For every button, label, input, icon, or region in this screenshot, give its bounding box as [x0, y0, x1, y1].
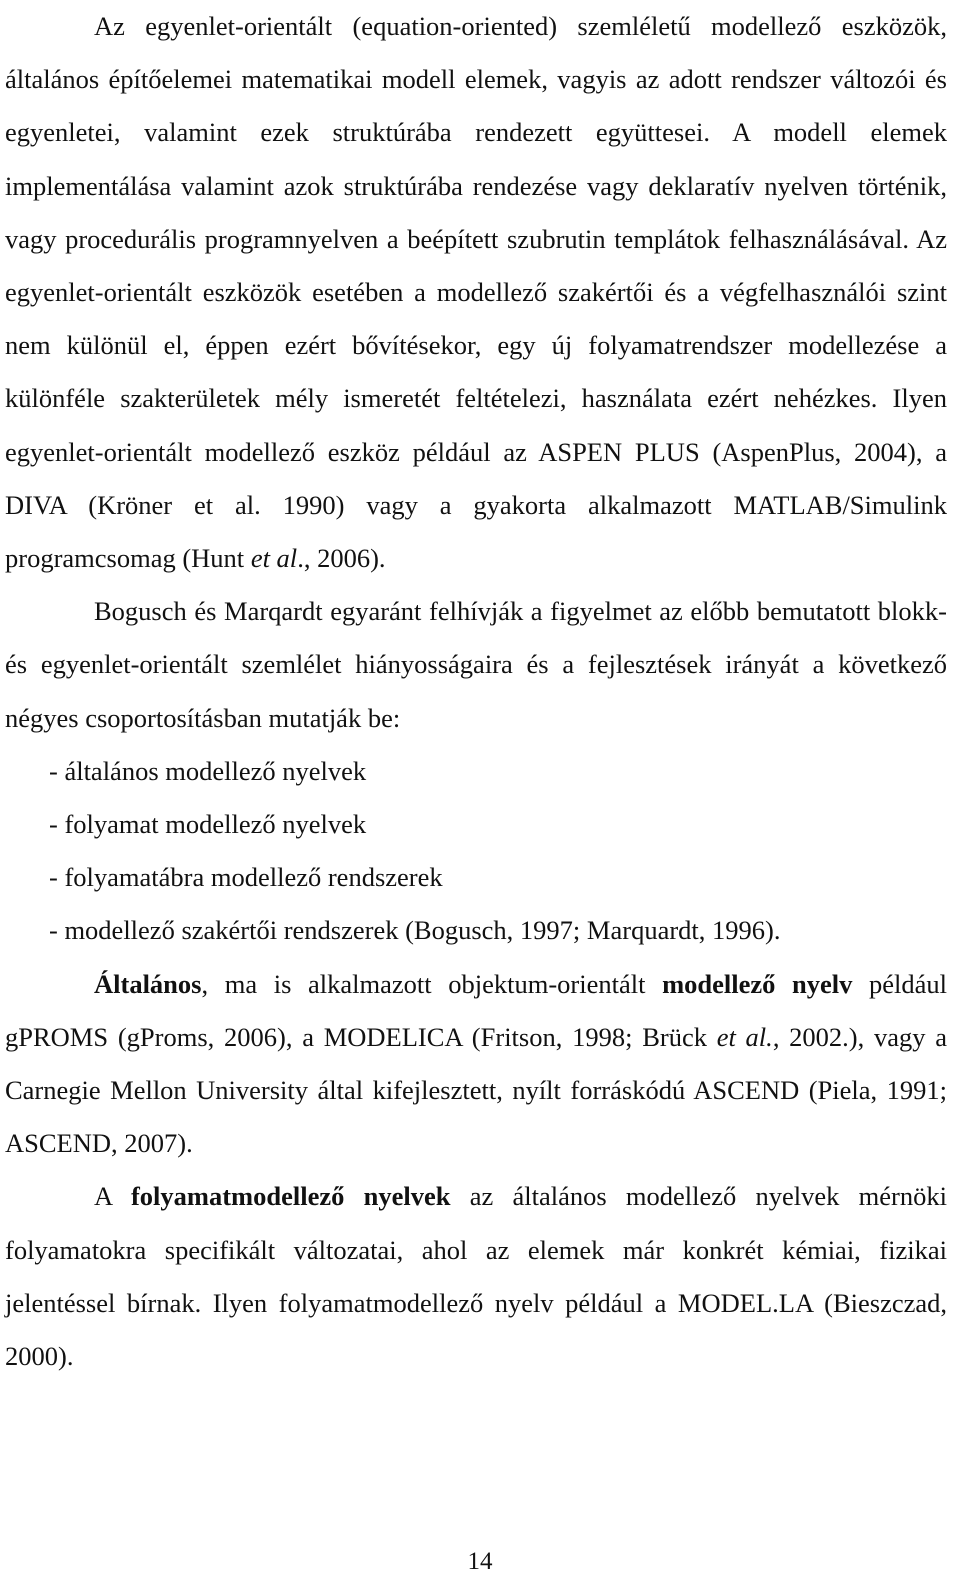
bold-term-modeling-language: modellező nyelv — [662, 968, 853, 999]
paragraph-equation-oriented — [5, 0, 947, 585]
page-number: 14 — [467, 1548, 493, 1575]
list-item: - általános modellező nyelvek — [49, 755, 367, 786]
body-text — [5, 0, 947, 1383]
paragraph-text-tail: ., 2006). — [297, 543, 386, 574]
paragraph-text: , ma is alkalmazott objektum-orientált — [201, 968, 663, 999]
paragraph-text: az általános modellező nyelvek mérnöki folyamatokra specifikált változatai, ahol az elemek már konkrét kémiai, fizikai jelentéssel bírnak. Ilyen folyamatmodellező nyelv például a MODEL.LA (Bieszczad, 2000). — [5, 1181, 947, 1372]
italic-et-al: et al. — [716, 1021, 773, 1052]
paragraph-process-modeling-languages — [5, 1170, 947, 1383]
paragraph-text: A — [94, 1181, 131, 1212]
paragraph-text: Az egyenlet-orientált (equation-oriented) szemléletű modellező eszközök, általános építőelemei matematikai modell elemek, vagyis az adott rendszer változói és egyenletei, valamint ezek struktúrába rendezett együttesei. A modell elemek implementálása valamint azok struktúrába rendezése vagy deklaratív nyelven történik, vagy procedurális programnyelven a beépített szubrutin templátok felhasználásával. Az egyenlet-orientált eszközök esetében a modellező szakértői és a végfelhasználói szint nem különül el, éppen ezért bővítésekor, egy új folyamatrendszer modellezése a különféle szakterületek mély ismeretét feltételezi, használata ezért nehézkes. Ilyen egyenlet-orientált modellező eszköz például az ASPEN PLUS (AspenPlus, 2004), a DIVA (Kröner et al. 1990) vagy a gyakorta alkalmazott MATLAB/Simulink programcsomag (Hunt — [5, 11, 947, 574]
paragraph-general-modeling-language — [5, 958, 947, 1171]
bold-term-process-modeling-languages: folyamatmodellező nyelvek — [130, 1181, 451, 1212]
list-item: - modellező szakértői rendszerek (Bogusch, 1997; Marquardt, 1996). — [49, 915, 781, 946]
paragraph-bogusch: Bogusch és Marqardt egyaránt felhívják a figyelmet az előbb bemutatott blokk- és egyenlet-orientált szemlélet hiányosságaira és a fejlesztések irányát a következő négyes csoportosításban mutatják be: — [5, 596, 947, 733]
list-item: - folyamat modellező nyelvek — [49, 809, 367, 840]
bold-term-general: Általános — [94, 968, 202, 999]
italic-et-al: et al — [250, 543, 298, 574]
list-item: - folyamatábra modellező rendszerek — [49, 862, 443, 893]
paragraph-text: , 2002.), vagy a Carnegie Mellon University által kifejlesztett, nyílt forráskódú ASCEND (Piela, 1991; ASCEND, 2007). — [5, 1021, 947, 1159]
paragraph-text: például gPROMS (gProms, 2006), a MODELICA (Fritson, 1998; Brück — [5, 968, 948, 1052]
